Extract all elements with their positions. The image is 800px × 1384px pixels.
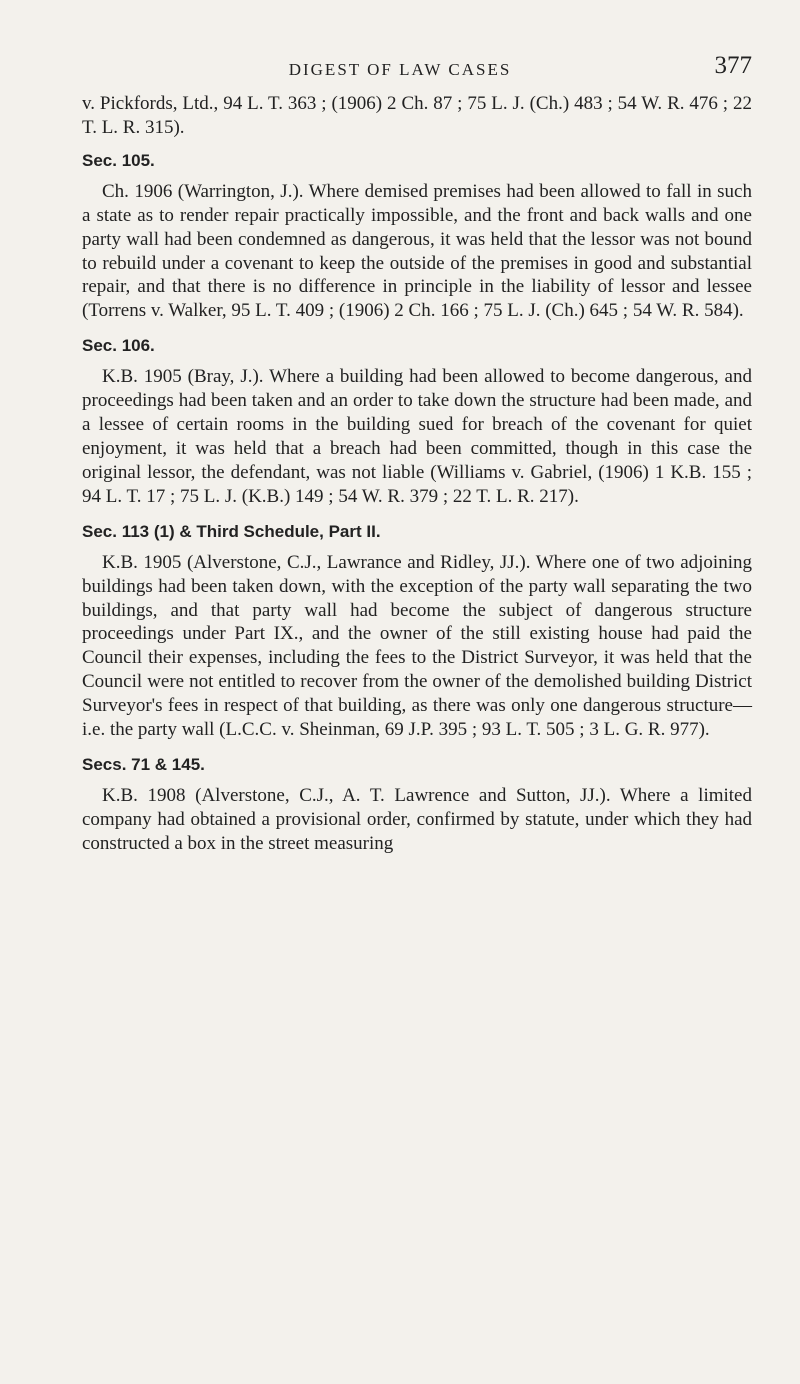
section-heading: Sec. 105. <box>82 150 155 170</box>
page-number: 377 <box>714 52 752 79</box>
section-heading: Sec. 113 (1) & Third Schedule, Part II. <box>82 521 381 541</box>
section-heading: Secs. 71 & 145. <box>82 754 205 774</box>
section-heading: Sec. 106. <box>82 336 155 356</box>
case-paragraph: Ch. 1906 (Warrington, J.). Where demised premises had been allowed to fall in such a state as to render repair practically impossible, and the front and back walls and one party wall had been condemned as dangerous, it was held that the lessor was not bound to rebuild under a covenant to keep the outside of the premises in good and substantial repair, and that there is no difference in principle in the liability of lessor and lessee (Torrens v. Walker, 95 L. T. 409 ; (1906) 2 Ch. 166 ; 75 L. J. (Ch.) 645 ; 54 W. R. 584). <box>82 180 752 322</box>
case-paragraph: K.B. 1905 (Bray, J.). Where a building had been allowed to become dangerous, and proceedings had been taken and an order to take down the structure had been made, and a lessee of certain rooms in the building sued for breach of the covenant for quiet enjoyment, it was held that a breach had been committed, though in this case the original lessor, the defendant, was not liable (Williams v. Gabriel, (1906) 1 K.B. 155 ; 94 L. T. 17 ; 75 L. J. (K.B.) 149 ; 54 W. R. 379 ; 22 T. L. R. 217). <box>82 366 752 507</box>
running-head-title: DIGEST OF LAW CASES <box>288 60 512 79</box>
continued-paragraph: v. Pickfords, Ltd., 94 L. T. 363 ; (1906) 2 Ch. 87 ; 75 L. J. (Ch.) 483 ; 54 W. R. 476 ; 22 T. L. R. 315). <box>82 93 752 138</box>
running-head <box>0 52 800 82</box>
page-body <box>82 92 752 856</box>
case-paragraph: K.B. 1905 (Alverstone, C.J., Lawrance and Ridley, JJ.). Where one of two adjoining buildings had been taken down, with the exception of the party wall separating the two buildings, and that party wall had become the subject of dangerous structure proceedings under Part IX., and the owner of the still existing house had paid the Council their expenses, including the fees to the District Surveyor, it was held that the Council were not entitled to recover from the owner of the demolished building District Surveyor's fees in respect of that building, as there was only one dangerous structure—i.e. the party wall (L.C.C. v. Sheinman, 69 J.P. 395 ; 93 L. T. 505 ; 3 L. G. R. 977). <box>82 551 752 741</box>
case-paragraph: K.B. 1908 (Alverstone, C.J., A. T. Lawrence and Sutton, JJ.). Where a limited company had obtained a provisional order, confirmed by statute, under which they had constructed a box in the street measuring <box>82 784 752 854</box>
